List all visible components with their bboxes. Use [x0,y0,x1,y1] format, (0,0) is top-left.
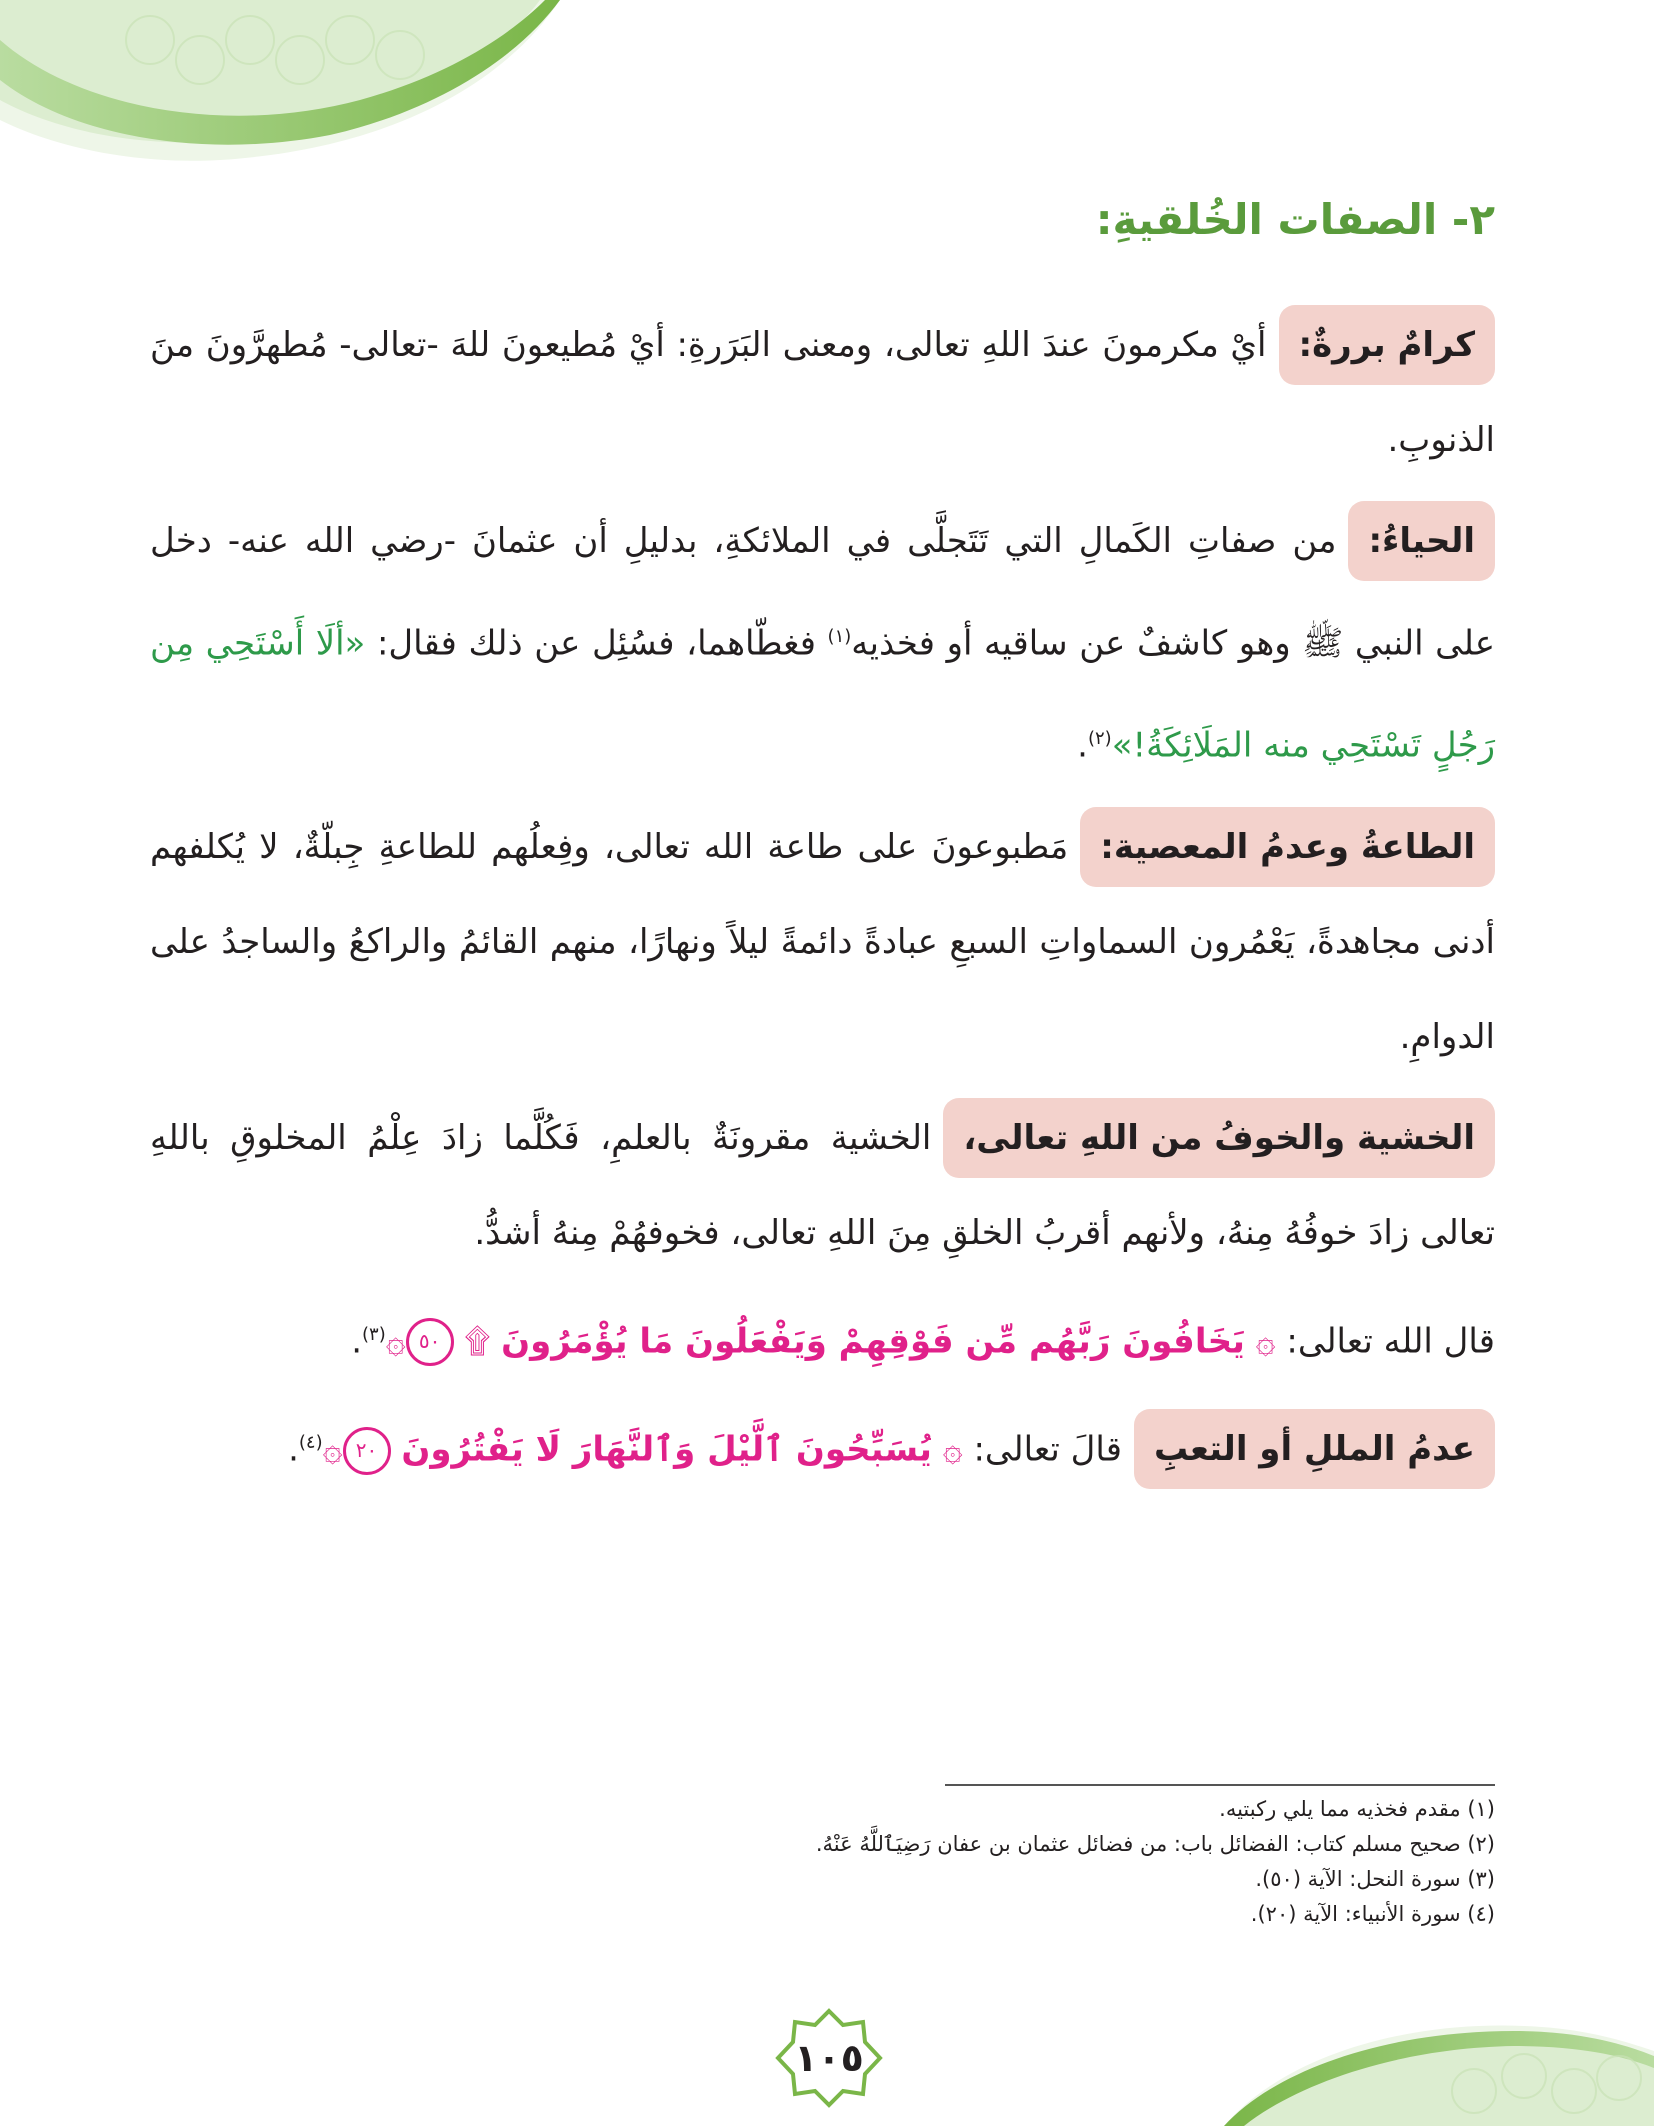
sajda-icon: ۩ [464,1320,491,1361]
paragraph-haya [150,494,1495,794]
term-highlight: الحياءُ: [1348,501,1495,581]
footnote-ref[interactable]: (٤) [298,1431,323,1453]
main-content [150,190,1495,1503]
section-title: ٢- الصفات الخُلقيةِ: [1095,195,1495,244]
verse-intro: قال الله تعالى: [1275,1320,1495,1361]
footnote-ref[interactable]: (٣) [362,1323,386,1345]
verse-intro: قالَ تعالى: [962,1429,1122,1470]
term-highlight: الطاعةُ وعدمُ المعصية: [1080,807,1495,887]
footnote-4: (٤) سورة الأنبياء: الآية (٢٠). [1250,1902,1495,1926]
footnote-divider [945,1784,1495,1786]
ornament-close-icon: ۞ [322,1429,343,1470]
bottom-right-decoration [1224,1996,1654,2126]
page-number-badge [775,2008,883,2108]
ornament-open-icon: ۞ [942,1429,963,1470]
term-highlight: الخشية والخوفُ من اللهِ تعالى، [943,1098,1495,1178]
quran-verse: يَخَافُونَ رَبَّهُم مِّن فَوْقِهِمْ وَيَفْعَلُونَ مَا يُؤْمَرُونَ [501,1320,1245,1361]
paragraph-text: أيْ مكرمونَ عندَ اللهِ تعالى، ومعنى البَرَرةِ: أيْ مُطيعونَ للهَ -تعالى- مُطهرَّونَ منَ الذنوبِ. [150,325,1495,460]
ayah-number: ٥٠ [406,1318,454,1366]
ornament-close-icon: ۞ [385,1320,406,1361]
footnotes [150,1792,1495,1932]
paragraph-text: الخشية مقرونَةٌ بالعلمِ، فَكُلَّما زادَ عِلْمُ المخلوقِ باللهِ تعالى زادَ خوفُهُ مِنهُ، ولأنهم أقربُ الخلقِ مِنَ اللهِ تعالى، فخوفهُمْ مِنهُ أشدُّ. [150,1117,1495,1253]
paragraph-taa [150,800,1495,1085]
paragraph-no-fatigue [150,1395,1495,1497]
term-highlight: كرامٌ بررةٌ: [1279,305,1496,385]
sentence-end: . [288,1429,299,1470]
page-number: ١٠٥ [794,2036,864,2080]
sentence-end: . [351,1320,362,1361]
footnote-ref[interactable]: (٢) [1087,728,1112,750]
ornament-open-icon: ۞ [1255,1320,1276,1361]
ayah-number: ٢٠ [343,1427,391,1475]
hadith-quote: «ألَا أَسْتَحِي مِن رَجُلٍ تَسْتَحِي منه المَلَائِكَةُ!» [150,623,1495,766]
paragraph-text: مَطبوعونَ على طاعة الله تعالى، وفِعلُهم للطاعةِ جِبلّةٌ، لا يُكلفهم أدنى مجاهدةً، يَعْمُرون السماواتِ السبعِ عبادةً دائمةً ليلاً ونهارًا، منهم القائمُ والراكعُ والساجدُ على الدوامِ. [150,826,1495,1057]
quran-verse: يُسَبِّحُونَ ٱلَّيْلَ وَٱلنَّهَارَ لَا يَفْتُرُونَ [401,1429,932,1470]
sentence-end: . [1077,725,1088,766]
term-highlight: عدمُ المللِ أو التعبِ [1134,1409,1495,1489]
footnote-2: (٢) صحيح مسلم كتاب: الفضائل باب: من فضائل عثمان بن عفان رَضِيَٱللَّهُ عَنْهُ. [815,1832,1495,1856]
paragraph-text: فغطّاهما، فسُئِل عن ذلك فقال: [365,623,828,664]
paragraph-karam-barara [150,298,1495,488]
top-left-decoration [0,0,560,170]
paragraph-text: من صفاتِ الكَمالِ التي تَتَجلَّى في الملائكةِ، بدليلِ أن عثمانَ -رضي الله عنه- دخل على النبي ﷺ وهو كاشفٌ عن ساقيه أو فخذيه [150,521,1496,664]
footnote-1: (١) مقدم فخذيه مما يلي ركبتيه. [1219,1797,1495,1821]
footnote-ref[interactable]: (١) [827,626,852,647]
footnote-3: (٣) سورة النحل: الآية (٥٠). [1255,1867,1495,1891]
paragraph-quran-nahl [150,1287,1495,1389]
paragraph-khashya [150,1091,1495,1281]
